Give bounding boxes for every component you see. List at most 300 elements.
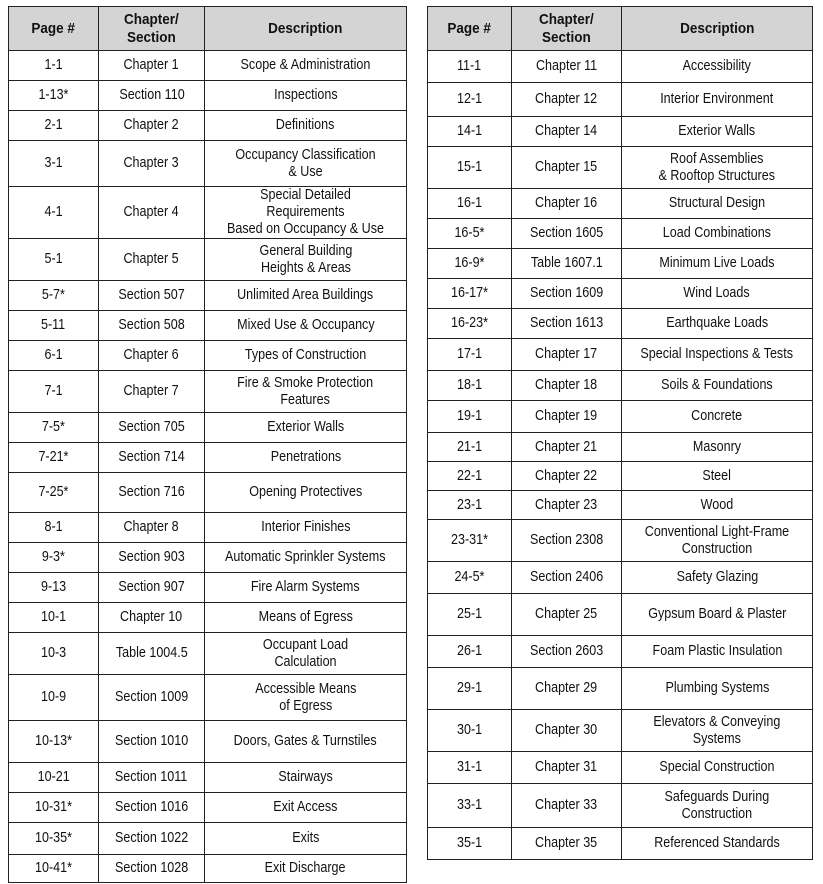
chapter-cell	[99, 341, 205, 371]
description-cell-text: Plumbing Systems	[665, 680, 769, 696]
page-cell	[9, 371, 99, 413]
page-cell	[428, 828, 512, 860]
description-cell	[622, 752, 813, 784]
page-cell	[9, 721, 99, 763]
page-cell	[9, 603, 99, 633]
page-cell	[9, 239, 99, 281]
page-cell-text: 23-1	[456, 496, 483, 513]
table-row	[9, 371, 407, 413]
description-cell	[622, 117, 813, 147]
page-cell	[9, 473, 99, 513]
page-cell-text: 23-31*	[450, 532, 488, 548]
description-cell	[622, 339, 813, 371]
description-cell	[622, 668, 813, 710]
page-cell	[9, 141, 99, 187]
page-cell	[428, 219, 512, 249]
table-row	[9, 823, 407, 855]
description-cell	[622, 520, 813, 562]
description-cell	[622, 309, 813, 339]
page-cell-text: 25-1	[456, 606, 483, 622]
chapter-cell	[512, 309, 622, 339]
chapter-cell	[512, 371, 622, 401]
page-cell	[428, 147, 512, 189]
page-cell	[428, 117, 512, 147]
page-cell	[9, 443, 99, 473]
page-cell-text: 9-3*	[41, 549, 66, 565]
header-page: Page #	[9, 7, 99, 51]
chapter-cell-text: Chapter 31	[535, 759, 598, 775]
table-row	[428, 401, 813, 433]
page-cell	[9, 675, 99, 721]
page-cell	[9, 341, 99, 371]
description-cell	[205, 111, 407, 141]
description-cell-text: Minimum Live Loads	[659, 255, 775, 271]
page-cell-text: 5-7*	[41, 287, 66, 303]
header-row	[9, 7, 407, 51]
chapter-cell	[99, 371, 205, 413]
page-cell-text: 4-1	[44, 204, 63, 220]
table-row	[9, 413, 407, 443]
chapter-cell	[99, 573, 205, 603]
chapter-cell	[512, 117, 622, 147]
chapter-cell	[512, 51, 622, 83]
right-index-table	[427, 6, 813, 860]
page-cell-text: 31-1	[456, 759, 483, 775]
description-cell-text: Special Construction	[659, 759, 775, 775]
table-row	[428, 51, 813, 83]
page-cell-text: 10-9	[40, 689, 67, 705]
chapter-cell-text: Table 1607.1	[530, 255, 603, 271]
chapter-cell-text: Section 110	[118, 87, 185, 103]
chapter-cell	[512, 784, 622, 828]
description-cell-text: Elevators & Conveying Systems	[653, 713, 781, 747]
table-row	[9, 763, 407, 793]
description-cell-text: Exterior Walls	[678, 123, 756, 139]
description-cell-text: Steel	[702, 467, 732, 484]
chapter-cell	[512, 710, 622, 752]
table-row	[9, 443, 407, 473]
description-cell-text: Types of Construction	[244, 347, 367, 363]
page-cell	[9, 311, 99, 341]
page-cell-text: 7-5*	[41, 419, 66, 435]
page-cell	[428, 189, 512, 219]
chapter-cell	[512, 249, 622, 279]
table-row	[9, 281, 407, 311]
description-cell	[205, 473, 407, 513]
page-cell-text: 29-1	[456, 680, 483, 696]
description-cell-text: Foam Plastic Insulation	[652, 643, 782, 659]
description-cell	[205, 187, 407, 239]
chapter-cell-text: Chapter 29	[535, 680, 598, 696]
page-cell-text: 14-1	[456, 123, 483, 139]
table-row	[9, 341, 407, 371]
header-description: Description	[622, 7, 813, 51]
description-cell	[205, 311, 407, 341]
table-row	[428, 594, 813, 636]
page-cell	[428, 401, 512, 433]
chapter-cell	[99, 443, 205, 473]
page-cell-text: 24-5*	[454, 569, 485, 585]
page-cell	[428, 562, 512, 594]
table-row	[9, 573, 407, 603]
description-cell-text: Soils & Foundations	[661, 377, 773, 393]
page-cell	[428, 433, 512, 462]
page-cell-text: 10-35*	[34, 830, 72, 846]
chapter-cell-text: Chapter 8	[123, 519, 180, 535]
page-cell	[428, 51, 512, 83]
chapter-cell-text: Section 1011	[115, 769, 188, 785]
page-cell-text: 26-1	[456, 643, 483, 659]
chapter-cell-text: Section 2406	[529, 569, 604, 585]
chapter-cell-text: Chapter 2	[123, 117, 180, 133]
page-cell-text: 10-1	[40, 609, 67, 625]
description-cell-text: Penetrations	[270, 449, 341, 465]
description-cell-text: Exit Access	[273, 799, 338, 815]
chapter-cell	[99, 855, 205, 883]
page-cell-text: 7-25*	[38, 484, 69, 500]
page-cell	[428, 784, 512, 828]
chapter-cell	[99, 187, 205, 239]
description-cell-text: Stairways	[278, 769, 333, 785]
chapter-cell-text: Chapter 23	[535, 496, 598, 513]
page-cell-text: 7-1	[44, 383, 63, 399]
table-row	[9, 239, 407, 281]
page-cell-text: 35-1	[456, 835, 483, 851]
page-cell-text: 9-13	[40, 579, 67, 595]
chapter-cell	[99, 81, 205, 111]
description-cell-text: Referenced Standards	[654, 835, 780, 851]
description-cell	[205, 855, 407, 883]
description-cell-text: Occupant Load Calculation	[262, 636, 349, 670]
chapter-cell-text: Section 2308	[529, 532, 604, 548]
chapter-cell-text: Chapter 30	[535, 722, 598, 738]
description-cell	[622, 83, 813, 117]
description-cell-text: Interior Finishes	[260, 519, 351, 535]
description-cell-text: Opening Protectives	[248, 484, 363, 500]
table-row	[9, 603, 407, 633]
page-cell-text: 22-1	[456, 467, 483, 484]
page-cell-text: 7-21*	[38, 449, 69, 465]
chapter-cell	[99, 793, 205, 823]
page-cell	[9, 793, 99, 823]
page-cell-text: 10-3	[40, 645, 67, 661]
chapter-cell	[99, 721, 205, 763]
description-cell-text: Exits	[291, 830, 320, 846]
description-cell-text: Fire Alarm Systems	[251, 579, 360, 595]
description-cell-text: Structural Design	[668, 195, 766, 211]
description-cell-text: Conventional Light-Frame Construction	[644, 523, 790, 557]
table-row	[428, 309, 813, 339]
page-cell-text: 16-17*	[450, 285, 488, 301]
chapter-cell-text: Section 1028	[114, 860, 189, 876]
chapter-cell	[512, 219, 622, 249]
page-cell	[9, 763, 99, 793]
table-row	[428, 710, 813, 752]
table-row	[9, 793, 407, 823]
page-cell-text: 1-1	[44, 57, 63, 73]
page-cell-text: 15-1	[456, 159, 483, 175]
chapter-cell	[99, 413, 205, 443]
chapter-cell-text: Chapter 17	[535, 346, 598, 362]
description-cell	[205, 603, 407, 633]
page-cell-text: 3-1	[44, 155, 63, 171]
page-cell	[9, 823, 99, 855]
page-cell-text: 5-11	[41, 317, 66, 333]
table-row	[428, 562, 813, 594]
description-cell	[205, 371, 407, 413]
chapter-cell	[512, 189, 622, 219]
description-cell	[205, 543, 407, 573]
table-row	[428, 147, 813, 189]
description-cell	[622, 636, 813, 668]
chapter-cell	[512, 401, 622, 433]
chapter-cell	[99, 51, 205, 81]
header-chapter-section: Chapter/ Section	[99, 7, 205, 51]
page-cell-text: 16-1	[456, 195, 483, 211]
chapter-cell-text: Chapter 14	[535, 123, 598, 139]
description-cell-text: Exterior Walls	[267, 419, 344, 435]
page-cell	[428, 710, 512, 752]
page-cell-text: 6-1	[44, 347, 63, 363]
description-cell	[205, 141, 407, 187]
table-row	[9, 473, 407, 513]
chapter-cell-text: Section 1613	[529, 315, 604, 331]
page-cell	[9, 573, 99, 603]
chapter-cell-text: Section 1609	[529, 285, 604, 301]
description-cell	[205, 51, 407, 81]
chapter-cell	[99, 141, 205, 187]
description-cell	[205, 823, 407, 855]
chapter-cell	[512, 433, 622, 462]
header-row	[428, 7, 813, 51]
chapter-cell	[99, 513, 205, 543]
chapter-cell	[512, 520, 622, 562]
chapter-cell	[512, 339, 622, 371]
header-chapter-section: Chapter/ Section	[512, 7, 622, 51]
table-row	[9, 187, 407, 239]
chapter-cell	[512, 279, 622, 309]
chapter-cell-text: Chapter 10	[120, 609, 183, 625]
chapter-cell	[99, 633, 205, 675]
chapter-cell	[99, 823, 205, 855]
table-row	[428, 189, 813, 219]
description-cell	[205, 513, 407, 543]
description-cell-text: Roof Assemblies & Rooftop Structures	[658, 150, 776, 184]
page-cell-text: 16-5*	[454, 225, 485, 241]
page-cell-text: 16-9*	[454, 255, 485, 271]
chapter-cell	[512, 828, 622, 860]
page-cell	[428, 668, 512, 710]
chapter-cell-text: Chapter 1	[123, 57, 180, 73]
chapter-cell-text: Chapter 6	[123, 347, 180, 363]
description-cell-text: Means of Egress	[258, 609, 353, 625]
page-cell-text: 16-23*	[450, 315, 488, 331]
description-cell-text: Masonry	[692, 438, 742, 455]
page-cell	[428, 491, 512, 520]
description-cell	[205, 633, 407, 675]
table-row	[428, 83, 813, 117]
table-row	[428, 636, 813, 668]
chapter-cell	[99, 675, 205, 721]
chapter-cell	[99, 603, 205, 633]
description-cell-text: Accessibility	[682, 58, 752, 74]
chapter-cell-text: Chapter 35	[535, 835, 598, 851]
table-row	[9, 513, 407, 543]
chapter-cell	[99, 763, 205, 793]
description-cell-text: Wind Loads	[683, 285, 751, 301]
description-cell	[205, 721, 407, 763]
page-cell-text: 10-41*	[34, 860, 72, 876]
description-cell	[622, 51, 813, 83]
header-description: Description	[205, 7, 407, 51]
description-cell	[622, 491, 813, 520]
chapter-cell-text: Table 1004.5	[115, 645, 188, 661]
description-cell-text: Earthquake Loads	[666, 315, 768, 331]
page-cell	[428, 83, 512, 117]
page-cell	[9, 111, 99, 141]
description-cell-text: Accessible Means of Egress	[254, 680, 357, 714]
chapter-cell	[99, 239, 205, 281]
description-cell	[622, 784, 813, 828]
header-page: Page #	[428, 7, 512, 51]
description-cell	[205, 573, 407, 603]
chapter-cell-text: Section 714	[118, 449, 185, 465]
chapter-cell-text: Chapter 3	[123, 155, 180, 171]
chapter-cell	[512, 147, 622, 189]
chapter-cell-text: Chapter 5	[123, 251, 180, 267]
chapter-cell-text: Section 1009	[114, 689, 189, 705]
chapter-cell-text: Chapter 7	[123, 383, 180, 399]
chapter-cell	[512, 83, 622, 117]
description-cell	[622, 562, 813, 594]
table-row	[428, 828, 813, 860]
page-cell	[428, 752, 512, 784]
page-cell	[428, 520, 512, 562]
page-cell	[428, 371, 512, 401]
chapter-cell-text: Chapter 18	[535, 377, 598, 393]
description-cell-text: Occupancy Classification & Use	[235, 146, 376, 180]
description-cell	[205, 793, 407, 823]
chapter-cell	[99, 111, 205, 141]
description-cell-text: Safeguards During Construction	[664, 788, 770, 822]
chapter-cell-text: Section 903	[118, 549, 185, 565]
page-cell-text: 19-1	[456, 408, 483, 424]
table-row	[428, 371, 813, 401]
page-cell-text: 18-1	[456, 377, 483, 393]
page-cell-text: 5-1	[44, 251, 63, 267]
page-cell	[428, 636, 512, 668]
page-cell-text: 30-1	[456, 722, 483, 738]
page-cell-text: 8-1	[44, 519, 63, 535]
table-row	[428, 491, 813, 520]
description-cell-text: Load Combinations	[662, 225, 772, 241]
description-cell	[205, 443, 407, 473]
chapter-cell	[512, 562, 622, 594]
table-row	[9, 311, 407, 341]
description-cell-text: Automatic Sprinkler Systems	[225, 549, 386, 565]
page-cell-text: 1-13*	[38, 87, 69, 103]
description-cell	[622, 147, 813, 189]
description-cell	[622, 710, 813, 752]
chapter-cell	[512, 594, 622, 636]
table-row	[9, 633, 407, 675]
chapter-cell-text: Chapter 22	[535, 467, 598, 484]
table-row	[428, 433, 813, 462]
description-cell	[622, 828, 813, 860]
description-cell-text: Doors, Gates & Turnstiles	[233, 733, 378, 749]
description-cell-text: Special Detailed Requirements Based on Occupancy & Use	[227, 187, 384, 237]
page-cell	[428, 279, 512, 309]
chapter-cell-text: Chapter 33	[535, 797, 598, 813]
table-row	[428, 339, 813, 371]
page-cell	[9, 413, 99, 443]
chapter-cell-text: Section 1605	[529, 225, 604, 241]
table-row	[428, 668, 813, 710]
chapter-cell-text: Section 716	[118, 484, 185, 500]
page-cell	[428, 594, 512, 636]
chapter-cell-text: Chapter 15	[535, 159, 598, 175]
description-cell-text: Mixed Use & Occupancy	[236, 317, 375, 333]
table-row	[428, 117, 813, 147]
page-cell	[9, 187, 99, 239]
description-cell	[205, 413, 407, 443]
chapter-cell-text: Section 1022	[114, 830, 189, 846]
table-row	[428, 219, 813, 249]
chapter-cell	[99, 543, 205, 573]
description-cell	[622, 189, 813, 219]
table-row	[428, 784, 813, 828]
chapter-cell	[512, 636, 622, 668]
chapter-cell	[99, 281, 205, 311]
page-cell	[9, 513, 99, 543]
description-cell	[622, 371, 813, 401]
description-cell	[205, 281, 407, 311]
description-cell	[622, 279, 813, 309]
description-cell-text: Safety Glazing	[676, 569, 758, 585]
description-cell-text: Unlimited Area Buildings	[237, 287, 374, 303]
page-cell	[9, 281, 99, 311]
chapter-cell-text: Chapter 25	[535, 606, 598, 622]
description-cell-text: Special Inspections & Tests	[640, 346, 794, 362]
chapter-cell-text: Section 507	[118, 287, 185, 303]
chapter-cell-text: Chapter 12	[535, 91, 598, 107]
description-cell	[622, 249, 813, 279]
description-cell	[205, 763, 407, 793]
table-row	[9, 855, 407, 883]
table-row	[9, 81, 407, 111]
description-cell	[622, 219, 813, 249]
description-cell-text: Wood	[700, 496, 734, 513]
chapter-cell-text: Chapter 4	[123, 204, 180, 220]
chapter-cell-text: Section 508	[118, 317, 185, 333]
chapter-cell-text: Section 2603	[529, 643, 604, 659]
description-cell-text: Definitions	[276, 117, 335, 133]
description-cell-text: Concrete	[691, 408, 743, 424]
description-cell	[205, 341, 407, 371]
page-cell-text: 21-1	[456, 438, 483, 455]
table-row	[428, 279, 813, 309]
table-row	[428, 520, 813, 562]
description-cell-text: Exit Discharge	[265, 860, 346, 876]
page-cell-text: 33-1	[456, 797, 483, 813]
table-row	[9, 111, 407, 141]
chapter-cell-text: Chapter 21	[535, 438, 598, 455]
chapter-cell-text: Chapter 11	[535, 58, 598, 74]
page-cell	[9, 81, 99, 111]
chapter-cell	[512, 491, 622, 520]
description-cell-text: Interior Environment	[660, 91, 774, 107]
page-cell	[9, 633, 99, 675]
